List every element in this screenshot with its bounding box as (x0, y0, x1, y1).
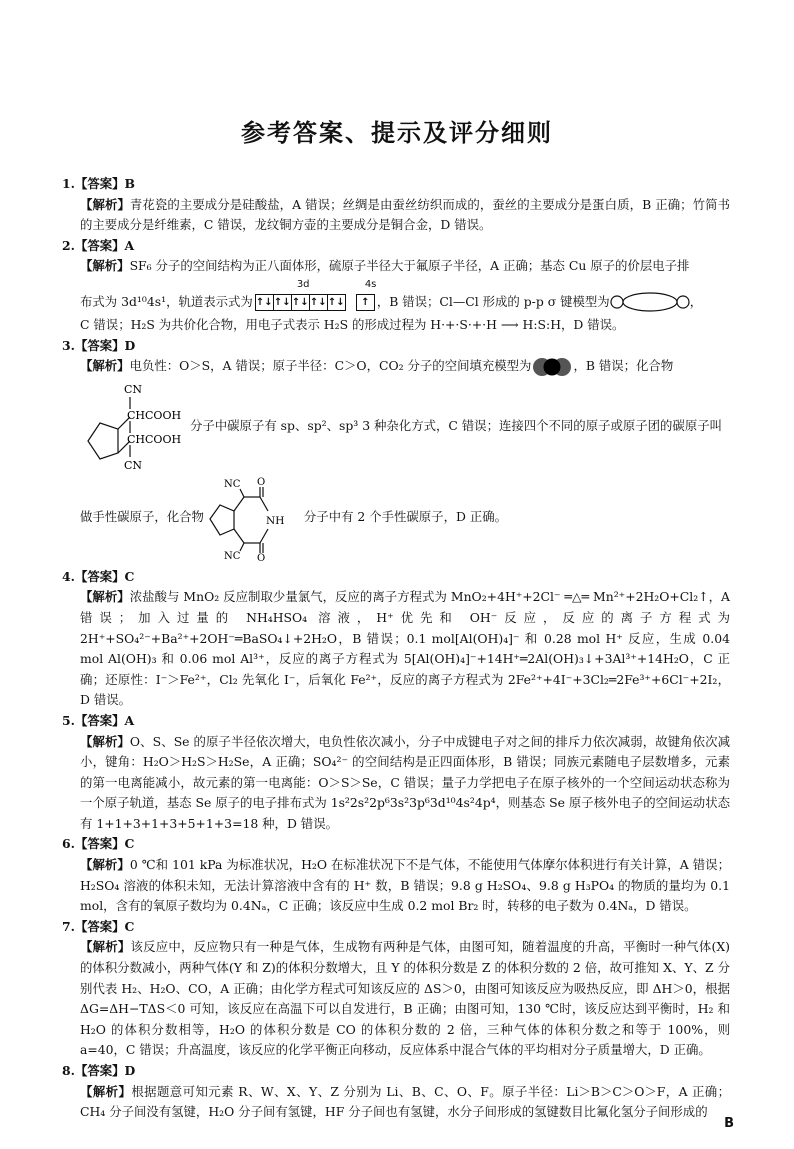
question-6 (62, 834, 730, 916)
answer-label: 【答案】 (74, 1063, 125, 1078)
struct-label: NH (265, 514, 285, 527)
orbital-diagram (253, 278, 377, 313)
explain-text: 分子中碳原子有 sp、sp²、sp³ 3 种杂化方式，C 错误；连接四个不同的原子或原子团的碳原子叫 (190, 418, 722, 434)
page-title: 参考答案、提示及评分细则 (241, 119, 553, 147)
struct-label: NC (223, 478, 241, 490)
answer-label: 【答案】 (74, 337, 125, 353)
explain-text: 分子中有 2 个手性碳原子，D 正确。 (303, 509, 508, 525)
question-8 (62, 1061, 730, 1123)
answer-label: 【答案】 (74, 836, 125, 852)
question-2: 2.【答案】A 【解析】SF₆ 分子的空间结构为正八面体形，硫原子半径大于氟原子半径，A 正确；基态 Cu 原子的价层电子排 布式为 3d¹⁰4s¹，轨道表示式为 3d ↑↓ ↑↓ ↑↓ ↑↓ ↑↓ 4s ↑ ，B 错误；Cl—Cl 形成的 p-p σ 键模型为 ， C 错误；H₂S 为共价化合物，用电子式表示 H₂S 的形成过程为 H·+·S·+·H ⟶ H:S:H，D 错误。 (62, 237, 703, 332)
question-7 (62, 917, 730, 1061)
question-number: 8. (62, 1063, 75, 1078)
question-number: 6. (62, 836, 75, 852)
answer-label: 【答案】 (74, 237, 125, 253)
question-1 (62, 174, 730, 236)
struct-label: O (256, 552, 266, 561)
orbital-box: ↑↓ (273, 296, 291, 308)
explain-label: 【解析】 (80, 1083, 132, 1099)
answer-value: A (124, 237, 135, 253)
sigma-bond-model (610, 292, 690, 312)
explain-text: 布式为 3d¹⁰4s¹，轨道表示式为 (80, 293, 253, 309)
struct-label: CHCOOH (127, 432, 182, 446)
explain-text: 该反应中，反应物只有一种是气体，生成物有两种是气体，由图可知，随着温度的升高，平衡时一种气体(X)的体积分数减小，两种气体(Y 和 Z)的体积分数增大，且 Y 的体积分数是 Z 的体积分数的 2 倍，故可推知 X、Y、Z 分别代表 H₂、H₂O、CO，A 正确；由化学方程式可知该反应的 ΔS＞0，由图可知该反应为吸热反应，即 ΔH＞0，根据 ΔG=ΔH−TΔS＜0 可知，该反应在高温下可以自发进行，B 正确；由图可知，130 ℃时，该反应达到平衡时，H₂ 和 H₂O 的体积分数相等，H₂O 的体积分数是 CO 的体积分数的 2 倍，三种气体的体积分数之和等于 100%，则 a=40，C 错误；升高温度，该反应的化学平衡正向移动，反应体系中混合气体的平均相对分子质量增大，D 正确。 (80, 939, 730, 1058)
orbital-box: ↑↓ (327, 296, 345, 308)
explain-text: ，B 错误；化合物 (573, 358, 674, 374)
question-number: 1. (62, 176, 75, 191)
answer-value: A (124, 712, 135, 728)
explain-label: 【解析】 (80, 939, 131, 955)
explain-text: O、S、Se 的原子半径依次增大，电负性依次减小，分子中成键电子对之间的排斥力依次减弱，故键角依次减小，键角：H₂O＞H₂S＞H₂Se，A 正确；SO₄²⁻ 的空间结构是正四面体形，B 错误；同族元素随电子层数增多，元素的第一电离能减小，故元素的第一电离能：O＞S＞Se，C 错误；量子力学把电子在原子核外的一个空间运动状态称为一个原子轨道，基态 Se 原子的电子排布式为 1s²2s²2p⁶3s²3p⁶3d¹⁰4s²4p⁴，则基态 Se 原子核外电子的空间运动状态有 1+1+3+1+3+5+1+3=18 种，D 错误。 (80, 733, 731, 831)
question-5 (62, 711, 730, 835)
orbital-box: ↑↓ (309, 296, 327, 308)
answer-label: 【答案】 (74, 176, 125, 191)
page-footer-mark: B (724, 1116, 734, 1131)
orbital-box: ↑↓ (291, 296, 309, 308)
explain-text: 根据题意可知元素 R、W、X、Y、Z 分别为 Li、B、C、O、F。原子半径：Li＞B＞C＞O＞F，A 正确；CH₄ 分子间没有氢键，H₂O 分子间有氢键，HF 分子间也有氢键，水分子间形成的氢键数目比氟化氢分子间形成的 (80, 1083, 730, 1120)
answer-label: 【答案】 (74, 918, 125, 934)
orbital-label-3d: 3d (296, 278, 310, 290)
answer-content (62, 174, 730, 1123)
answer-value: C (124, 836, 135, 852)
struct-label: CHCOOH (127, 408, 182, 422)
question-3 (62, 336, 730, 561)
question-number: 3. (62, 337, 75, 353)
answer-value: D (124, 337, 136, 353)
orbital-4s-box (356, 294, 375, 311)
answer-label: 【答案】 (74, 712, 125, 728)
question-number: 4. (62, 568, 75, 584)
explain-text: 浓盐酸与 MnO₂ 反应制取少量氯气，反应的离子方程式为 MnO₂+4H⁺+2Cl⁻ ═△═ Mn²⁺+2H₂O+Cl₂↑，A 错误；加入过量的 NH₄HSO₄ 溶液，H⁺优先和 OH⁻反应，反应的离子方程式为 2H⁺+SO₄²⁻+Ba²⁺+2OH⁻═BaSO₄↓+2H₂O，B 错误；0.1 mol[Al(OH)₄]⁻ 和 0.28 mol H⁺ 反应，生成 0.04 mol Al(OH)₃ 和 0.06 mol Al³⁺，反应的离子方程式为 5[Al(OH)₄]⁻+14H⁺═2Al(OH)₃↓+3Al³⁺+14H₂O，C 正确；还原性：I⁻＞Fe²⁺，Cl₂ 先氧化 I⁻，后氧化 Fe²⁺，反应的离子方程式为 2Fe²⁺+4I⁻+3Cl₂═2Fe³⁺+6Cl⁻+2I₂，D 错误。 (80, 589, 730, 708)
explain-text: C 错误；H₂S 为共价化合物，用电子式表示 H₂S 的形成过程为 H·+·S·+·H ⟶ H:S:H，D 错误。 (80, 316, 625, 332)
explain-label: 【解析】 (80, 196, 130, 212)
orbital-label-4s: 4s (364, 278, 377, 290)
explain-text: 做手性碳原子，化合物 (80, 509, 204, 525)
orbital-box: ↑ (361, 296, 370, 308)
answer-value: C (124, 568, 135, 584)
structure-cyclopentane-dicarboxylic (80, 379, 190, 475)
answer-value: C (124, 918, 135, 934)
explain-label: 【解析】 (80, 733, 130, 749)
co2-space-filling-model (531, 357, 573, 377)
explain-text: 青花瓷的主要成分是硅酸盐，A 错误；丝绸是由蚕丝纺织而成的，蚕丝的主要成分是蛋白质，B 正确；竹简书的主要成分是纤维素，C 错误，龙纹铜方壶的主要成分是铜合金，D 错误。 (80, 196, 730, 233)
explain-label: 【解析】 (80, 358, 130, 374)
explain-label: 【解析】 (80, 589, 130, 605)
struct-label: CN (124, 382, 143, 396)
answer-value: D (124, 1063, 136, 1078)
question-number: 5. (62, 712, 75, 728)
explain-label: 【解析】 (80, 258, 130, 274)
explain-label: 【解析】 (80, 857, 130, 873)
struct-label: O (256, 476, 266, 488)
struct-label: CN (124, 458, 143, 472)
orbital-3d-boxes (255, 294, 346, 311)
question-number: 7. (62, 918, 75, 934)
explain-text: 0 ℃和 101 kPa 为标准状况，H₂O 在标准状况下不是气体，不能使用气体摩尔体积进行有关计算，A 错误；H₂SO₄ 溶液的体积未知，无法计算溶液中含有的 H⁺ 数，B 错误；9.8 g H₂SO₄、9.8 g H₃PO₄ 的物质的量均为 0.1 mol，含有的氧原子数均为 0.4Nₐ，C 正确；该反应中生成 0.2 mol Br₂ 时，转移的电子数为 0.4Nₐ，D 错误。 (80, 857, 730, 914)
answer-label: 【答案】 (74, 568, 125, 584)
structure-spiro-imide (204, 475, 304, 561)
answer-value: B (124, 176, 135, 191)
explain-text: 电负性：O＞S，A 错误；原子半径：C＞O，CO₂ 分子的空间填充模型为 (129, 358, 532, 374)
explain-text: ，B 错误；Cl—Cl 形成的 p-p σ 键模型为 (376, 293, 610, 309)
question-4 (62, 567, 730, 711)
explain-text: SF₆ 分子的空间结构为正八面体形，硫原子半径大于氟原子半径，A 正确；基态 Cu 原子的价层电子排 (129, 258, 690, 274)
struct-label: NC (223, 550, 241, 561)
question-number: 2. (62, 237, 75, 253)
orbital-box: ↑↓ (255, 296, 273, 308)
